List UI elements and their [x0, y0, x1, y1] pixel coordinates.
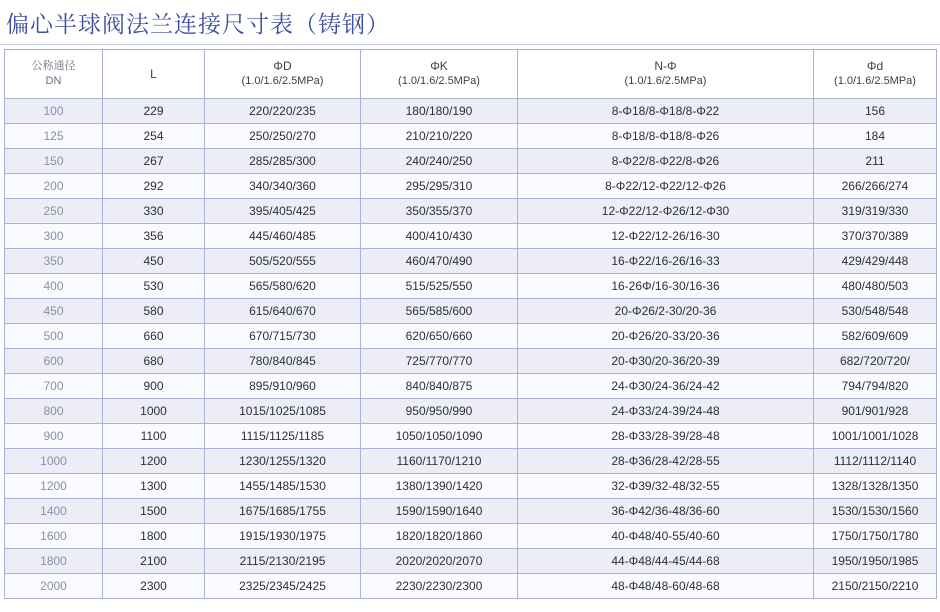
cell-outer-diameter: 395/405/425 [205, 199, 361, 224]
cell-l: 2100 [103, 549, 205, 574]
header-outer-diameter [205, 50, 361, 99]
cell-bolt-circle: 240/240/250 [361, 149, 518, 174]
cell-bolt-circle: 210/210/220 [361, 124, 518, 149]
cell-bolt-holes: 8-Φ18/8-Φ18/8-Φ26 [518, 124, 814, 149]
cell-dn: 1800 [5, 549, 103, 574]
cell-raised-face: 184 [814, 124, 937, 149]
cell-dn: 400 [5, 274, 103, 299]
cell-raised-face: 2150/2150/2210 [814, 574, 937, 599]
cell-raised-face: 530/548/548 [814, 299, 937, 324]
cell-bolt-holes: 8-Φ22/12-Φ22/12-Φ26 [518, 174, 814, 199]
cell-bolt-holes: 16-Φ22/16-26/16-33 [518, 249, 814, 274]
cell-dn: 125 [5, 124, 103, 149]
cell-outer-diameter: 895/910/960 [205, 374, 361, 399]
header-raised-face-sub: (1.0/1.6/2.5MPa) [834, 75, 916, 87]
header-outer-diameter-sub: (1.0/1.6/2.5MPa) [241, 75, 324, 87]
table-row [5, 399, 937, 424]
cell-bolt-holes: 24-Φ33/24-39/24-48 [518, 399, 814, 424]
cell-raised-face: 1950/1950/1985 [814, 549, 937, 574]
cell-l: 580 [103, 299, 205, 324]
cell-outer-diameter: 2115/2130/2195 [205, 549, 361, 574]
cell-bolt-circle: 725/770/770 [361, 349, 518, 374]
cell-outer-diameter: 250/250/270 [205, 124, 361, 149]
table-body [5, 99, 937, 599]
header-bolt-holes [518, 50, 814, 99]
header-l [103, 50, 205, 99]
cell-dn: 100 [5, 99, 103, 124]
cell-outer-diameter: 1455/1485/1530 [205, 474, 361, 499]
header-dn [5, 50, 103, 99]
cell-outer-diameter: 670/715/730 [205, 324, 361, 349]
cell-bolt-holes: 48-Φ48/48-60/48-68 [518, 574, 814, 599]
header-outer-diameter-label: ΦD [273, 59, 292, 73]
cell-outer-diameter: 285/285/300 [205, 149, 361, 174]
cell-raised-face: 1750/1750/1780 [814, 524, 937, 549]
cell-raised-face: 266/266/274 [814, 174, 937, 199]
cell-raised-face: 319/319/330 [814, 199, 937, 224]
cell-dn: 1200 [5, 474, 103, 499]
cell-outer-diameter: 2325/2345/2425 [205, 574, 361, 599]
cell-dn: 200 [5, 174, 103, 199]
cell-bolt-circle: 950/950/990 [361, 399, 518, 424]
cell-l: 292 [103, 174, 205, 199]
cell-bolt-circle: 1590/1590/1640 [361, 499, 518, 524]
cell-dn: 350 [5, 249, 103, 274]
cell-raised-face: 370/370/389 [814, 224, 937, 249]
cell-dn: 800 [5, 399, 103, 424]
cell-outer-diameter: 1230/1255/1320 [205, 449, 361, 474]
cell-outer-diameter: 1915/1930/1975 [205, 524, 361, 549]
cell-bolt-circle: 565/585/600 [361, 299, 518, 324]
cell-bolt-holes: 28-Φ36/28-42/28-55 [518, 449, 814, 474]
cell-bolt-circle: 1820/1820/1860 [361, 524, 518, 549]
cell-dn: 1000 [5, 449, 103, 474]
cell-raised-face: 1001/1001/1028 [814, 424, 937, 449]
cell-raised-face: 156 [814, 99, 937, 124]
cell-l: 1200 [103, 449, 205, 474]
cell-dn: 250 [5, 199, 103, 224]
cell-outer-diameter: 615/640/670 [205, 299, 361, 324]
cell-bolt-holes: 24-Φ30/24-36/24-42 [518, 374, 814, 399]
cell-l: 1300 [103, 474, 205, 499]
cell-bolt-circle: 840/840/875 [361, 374, 518, 399]
cell-outer-diameter: 445/460/485 [205, 224, 361, 249]
cell-bolt-holes: 12-Φ22/12-26/16-30 [518, 224, 814, 249]
page-title: 偏心半球阀法兰连接尺寸表（铸钢） [6, 12, 390, 38]
cell-outer-diameter: 220/220/235 [205, 99, 361, 124]
cell-outer-diameter: 1015/1025/1085 [205, 399, 361, 424]
cell-dn: 1600 [5, 524, 103, 549]
cell-bolt-circle: 180/180/190 [361, 99, 518, 124]
cell-dn: 600 [5, 349, 103, 374]
table-row [5, 524, 937, 549]
header-bolt-holes-sub: (1.0/1.6/2.5MPa) [624, 75, 707, 87]
table-row [5, 499, 937, 524]
table-row [5, 374, 937, 399]
table-row [5, 549, 937, 574]
cell-bolt-circle: 460/470/490 [361, 249, 518, 274]
cell-bolt-holes: 12-Φ22/12-Φ26/12-Φ30 [518, 199, 814, 224]
cell-l: 1500 [103, 499, 205, 524]
cell-dn: 900 [5, 424, 103, 449]
cell-outer-diameter: 1115/1125/1185 [205, 424, 361, 449]
cell-bolt-circle: 2020/2020/2070 [361, 549, 518, 574]
cell-raised-face: 1112/1112/1140 [814, 449, 937, 474]
cell-raised-face: 682/720/720/ [814, 349, 937, 374]
cell-outer-diameter: 340/340/360 [205, 174, 361, 199]
cell-l: 900 [103, 374, 205, 399]
cell-dn: 450 [5, 299, 103, 324]
table-row [5, 149, 937, 174]
cell-raised-face: 211 [814, 149, 937, 174]
cell-dn: 1400 [5, 499, 103, 524]
cell-bolt-holes: 8-Φ22/8-Φ22/8-Φ26 [518, 149, 814, 174]
cell-bolt-circle: 1380/1390/1420 [361, 474, 518, 499]
cell-bolt-holes: 20-Φ30/20-36/20-39 [518, 349, 814, 374]
cell-l: 356 [103, 224, 205, 249]
cell-bolt-holes: 8-Φ18/8-Φ18/8-Φ22 [518, 99, 814, 124]
header-raised-face [814, 50, 937, 99]
header-dn-sub: DN [45, 75, 62, 87]
header-bolt-circle [361, 50, 518, 99]
cell-l: 680 [103, 349, 205, 374]
cell-raised-face: 429/429/448 [814, 249, 937, 274]
cell-l: 330 [103, 199, 205, 224]
cell-l: 254 [103, 124, 205, 149]
cell-bolt-circle: 400/410/430 [361, 224, 518, 249]
cell-bolt-circle: 1050/1050/1090 [361, 424, 518, 449]
cell-dn: 2000 [5, 574, 103, 599]
cell-dn: 700 [5, 374, 103, 399]
table-row [5, 124, 937, 149]
cell-bolt-holes: 20-Φ26/20-33/20-36 [518, 324, 814, 349]
table-row [5, 574, 937, 599]
cell-dn: 300 [5, 224, 103, 249]
table-row [5, 199, 937, 224]
table-row [5, 449, 937, 474]
cell-l: 530 [103, 274, 205, 299]
cell-bolt-circle: 515/525/550 [361, 274, 518, 299]
dimension-table [4, 49, 937, 599]
cell-l: 1000 [103, 399, 205, 424]
cell-bolt-holes: 44-Φ48/44-45/44-68 [518, 549, 814, 574]
cell-raised-face: 794/794/820 [814, 374, 937, 399]
cell-raised-face: 480/480/503 [814, 274, 937, 299]
header-bolt-holes-label: N-Φ [654, 59, 677, 73]
cell-raised-face: 582/609/609 [814, 324, 937, 349]
table-row [5, 324, 937, 349]
table-row [5, 174, 937, 199]
header-bolt-circle-sub: (1.0/1.6/2.5MPa) [398, 75, 480, 87]
cell-raised-face: 901/901/928 [814, 399, 937, 424]
cell-bolt-circle: 620/650/660 [361, 324, 518, 349]
table-row [5, 474, 937, 499]
cell-bolt-circle: 2230/2230/2300 [361, 574, 518, 599]
cell-l: 1800 [103, 524, 205, 549]
cell-bolt-holes: 20-Φ26/2-30/20-36 [518, 299, 814, 324]
cell-l: 660 [103, 324, 205, 349]
table-row [5, 99, 937, 124]
cell-bolt-holes: 40-Φ48/40-55/40-60 [518, 524, 814, 549]
cell-bolt-holes: 16-26Φ/16-30/16-36 [518, 274, 814, 299]
cell-bolt-circle: 1160/1170/1210 [361, 449, 518, 474]
table-row [5, 224, 937, 249]
cell-bolt-holes: 32-Φ39/32-48/32-55 [518, 474, 814, 499]
cell-bolt-circle: 350/355/370 [361, 199, 518, 224]
cell-dn: 500 [5, 324, 103, 349]
table-header-row [5, 50, 937, 99]
cell-outer-diameter: 565/580/620 [205, 274, 361, 299]
header-raised-face-label: Φd [866, 59, 884, 73]
table-row [5, 349, 937, 374]
cell-l: 2300 [103, 574, 205, 599]
title-divider [0, 44, 940, 45]
cell-raised-face: 1328/1328/1350 [814, 474, 937, 499]
table-row [5, 424, 937, 449]
cell-l: 267 [103, 149, 205, 174]
table-row [5, 274, 937, 299]
table-row [5, 299, 937, 324]
cell-outer-diameter: 780/840/845 [205, 349, 361, 374]
table-row [5, 249, 937, 274]
header-dn-label: 公称通径 [31, 60, 76, 72]
cell-outer-diameter: 1675/1685/1755 [205, 499, 361, 524]
cell-bolt-holes: 36-Φ42/36-48/36-60 [518, 499, 814, 524]
header-l-label: L [150, 66, 157, 81]
cell-raised-face: 1530/1530/1560 [814, 499, 937, 524]
cell-bolt-holes: 28-Φ33/28-39/28-48 [518, 424, 814, 449]
cell-outer-diameter: 505/520/555 [205, 249, 361, 274]
cell-l: 450 [103, 249, 205, 274]
cell-bolt-circle: 295/295/310 [361, 174, 518, 199]
cell-l: 1100 [103, 424, 205, 449]
cell-dn: 150 [5, 149, 103, 174]
header-bolt-circle-label: ΦK [430, 59, 448, 73]
cell-l: 229 [103, 99, 205, 124]
